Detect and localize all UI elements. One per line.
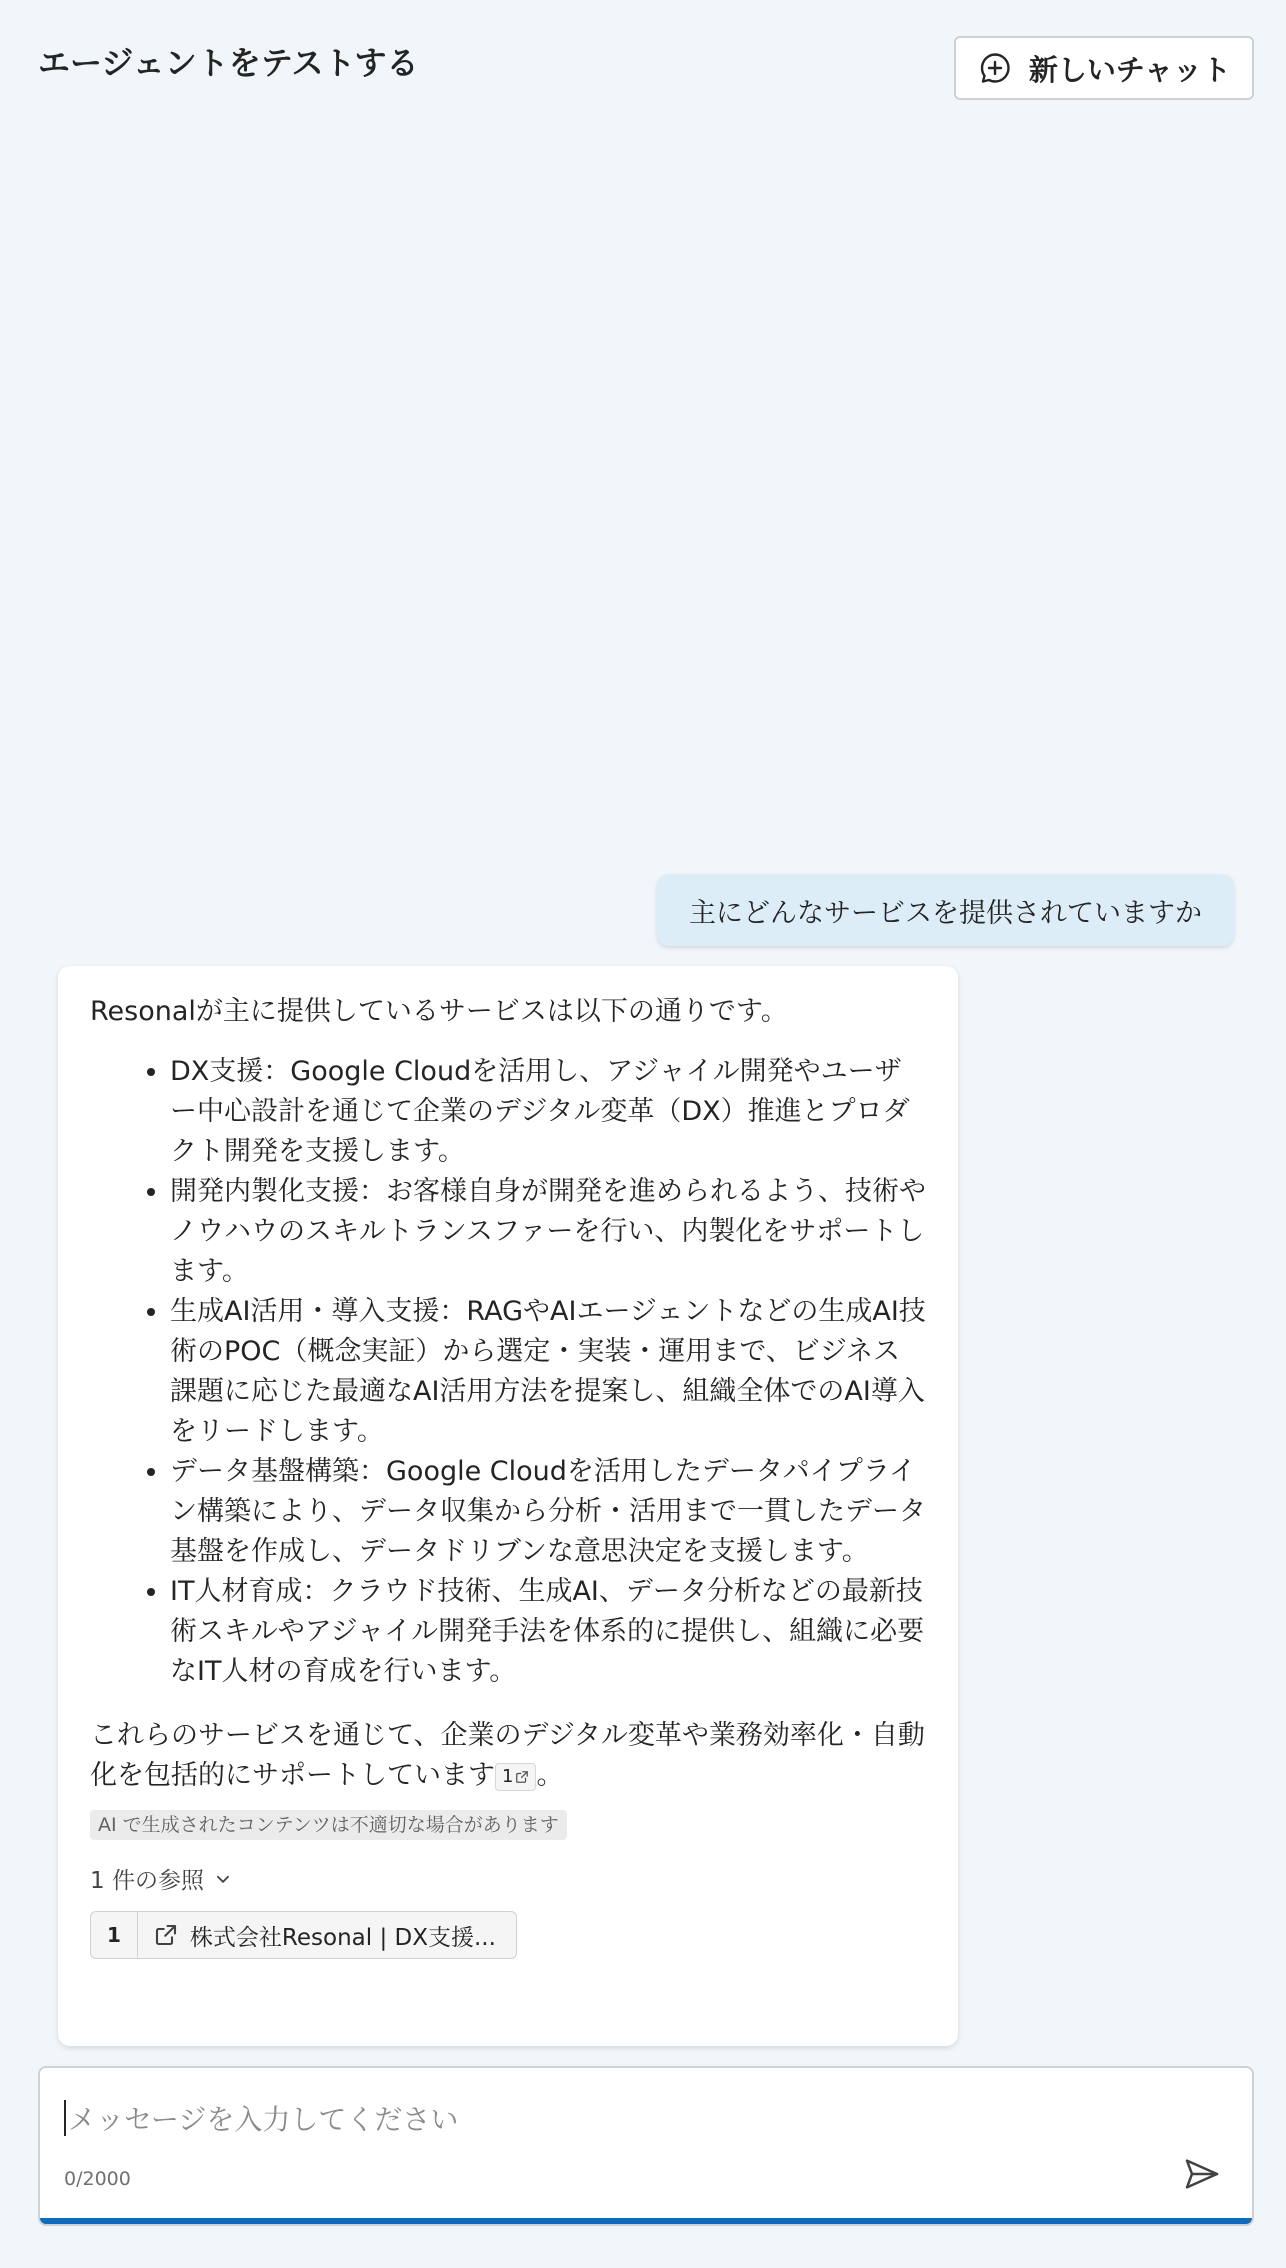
character-count: 0/2000 [64,2168,131,2190]
bot-outro-end: 。 [536,1760,564,1791]
citation-badge[interactable] [495,1763,536,1791]
focus-indicator [40,2218,1252,2224]
external-link-icon [515,1770,529,1784]
text-caret [64,2100,66,2136]
ai-disclaimer-badge: AI で生成されたコンテンツは不適切な場合があります [90,1810,567,1840]
send-icon [1182,2154,1222,2194]
list-item: • 開発内製化支援：お客様自身が開発を進められるよう、技術やノウハウのスキルトランスファーを行い、内製化をサポートします。 [170,1172,926,1292]
bot-message [58,966,958,2046]
new-chat-label: 新しいチャット [1028,52,1232,87]
reference-number: 1 [91,1912,138,1958]
reference-label: 株式会社Resonal | DX支援... [189,1924,496,1951]
citation-number: 1 [502,1766,514,1787]
chat-add-icon [977,50,1013,86]
user-message: 主にどんなサービスを提供されていますか [657,874,1234,946]
references-toggle[interactable] [90,1862,926,1895]
page-title: エージェントをテストする [38,44,419,82]
message-input[interactable] [64,2098,1228,2138]
bot-intro-text: Resonalが主に提供しているサービスは以下の通りです。 [90,996,788,1027]
message-composer[interactable] [38,2066,1254,2226]
list-item: • DX支援：Google Cloudを活用し、アジャイル開発やユーザー中心設計を通じて企業のデジタル変革（DX）推進とプロダクト開発を支援します。 [170,1052,926,1172]
chevron-down-icon [214,1870,232,1888]
list-item: • IT人材育成：クラウド技術、生成AI、データ分析などの最新技術スキルやアジャイル開発手法を体系的に提供し、組織に必要なIT人材の育成を行います。 [170,1572,926,1692]
message-input-placeholder: メッセージを入力してください [68,2103,459,2136]
references-toggle-label: 1 件の参照 [90,1868,204,1894]
bot-outro-text: これらのサービスを通じて、企業のデジタル変革や業務効率化・自動化を包括的にサポートしています [90,1720,925,1791]
send-button[interactable] [1182,2154,1226,2198]
list-item: • 生成AI活用・導入支援：RAGやAIエージェントなどの生成AI技術のPOC（概念実証）から選定・実装・運用まで、ビジネス課題に応じた最適なAI活用方法を提案し、組織全体でのAI導入をリードします。 [170,1292,926,1452]
reference-chip[interactable] [90,1911,517,1959]
new-chat-button[interactable] [954,36,1254,100]
list-item: • データ基盤構築：Google Cloudを活用したデータパイプライン構築により、データ収集から分析・活用まで一貫したデータ基盤を作成し、データドリブンな意思決定を支援します。 [170,1452,926,1572]
service-list [90,1052,926,1692]
bot-outro-paragraph [90,1716,926,1796]
external-link-icon [154,1923,178,1947]
